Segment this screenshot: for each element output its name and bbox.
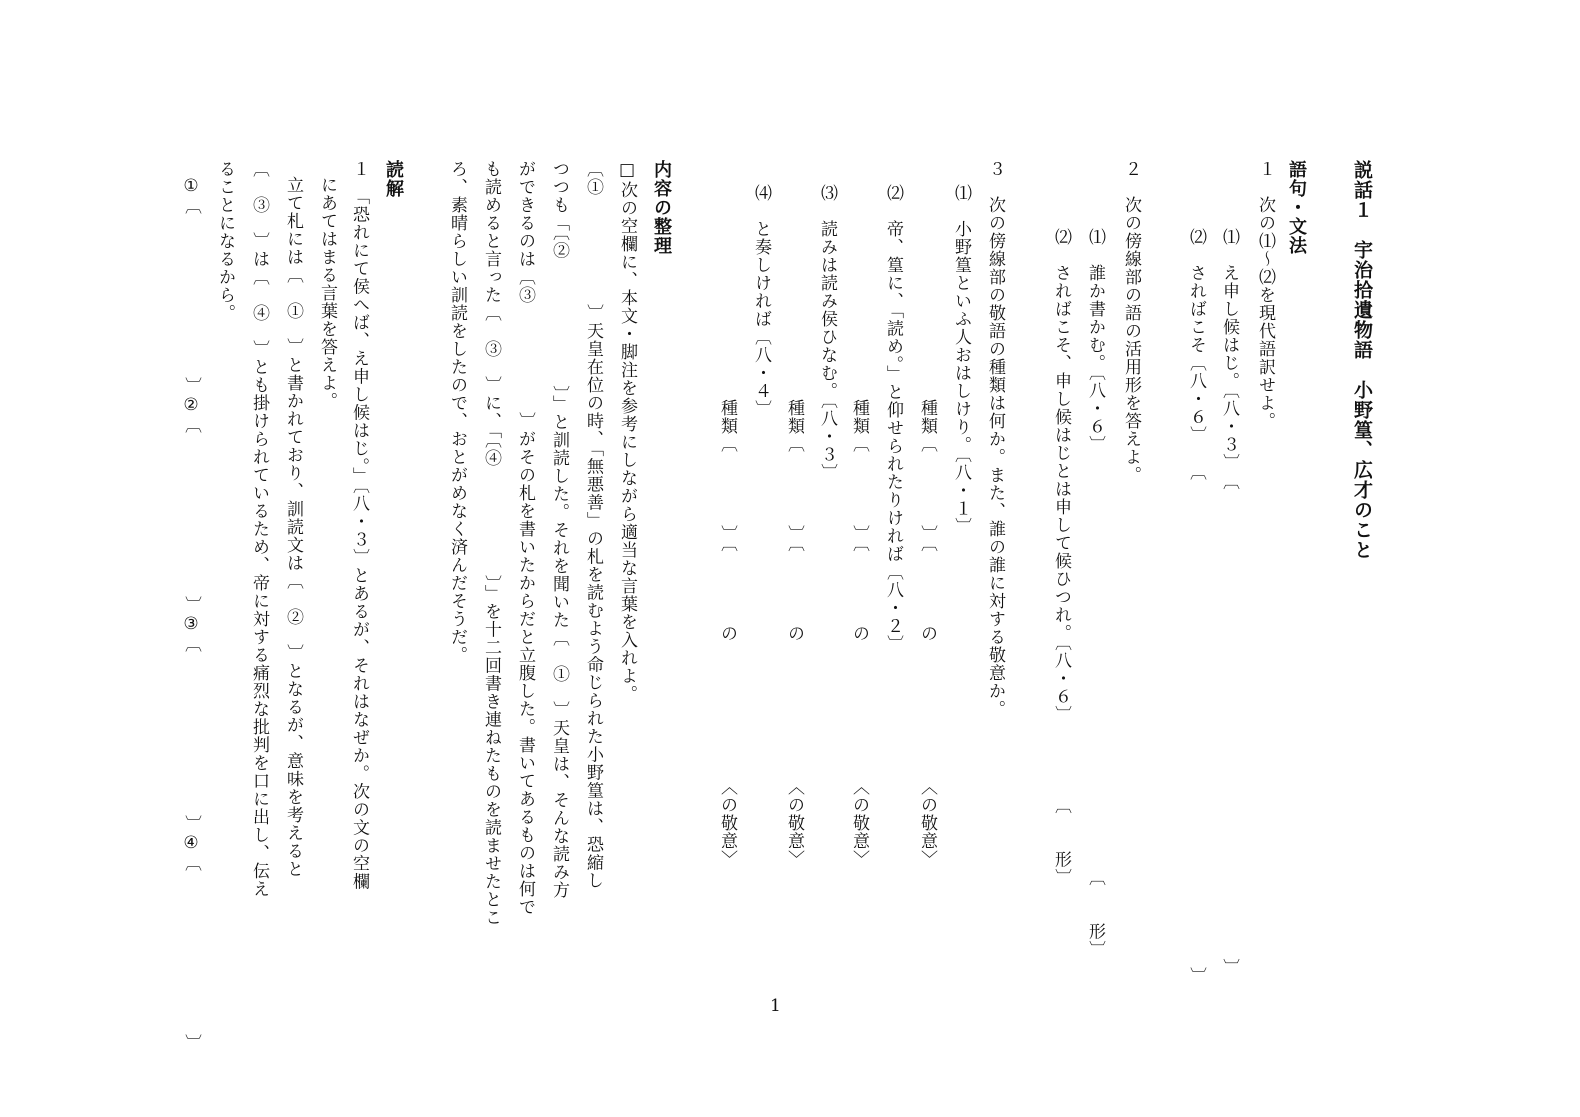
question-2-item-2: ⑵ さればこそ、申し候はじとは申して候ひつれ。〔八・６〕 〔 形〕	[1051, 228, 1071, 887]
answer-blanks: ①〔 〕②〔 〕③〔 〕④〔 〕	[181, 176, 201, 1052]
question-2: ２ 次の傍線部の語の活用形を答えよ。	[1121, 160, 1141, 484]
section-heading-vocab-grammar: 語句・文法	[1286, 160, 1307, 255]
question-1-item-2: ⑵ さればこそ〔八・６〕 〔 〕	[1186, 228, 1206, 985]
reading-question-1: １ 「恐れにて侯へば、え申し候はじ。」〔八・３〕とあるが、それはなぜか。次の文の空欄	[349, 160, 369, 891]
content-paragraph-line-4: も読めると言った〔 ③ 〕に、「〔④ 〕」を十二回書き連ねたものを読ませたとこ	[481, 160, 501, 927]
question-3: ３ 次の傍線部の敬語の種類は何か。また、誰の誰に対する敬意か。	[985, 160, 1005, 718]
question-2-item-1: ⑴ 誰か書かむ。〔八・６〕 〔 形〕	[1085, 228, 1105, 959]
question-3-item-1-answer: 種類〔 〕〔 の 〈の敬意〉	[917, 399, 937, 868]
content-paragraph-line-3: ができるのは〔③ 〕がその札を書いたからだと立腹した。書いてあるものは何で	[515, 160, 535, 916]
question-1: １ 次の⑴～⑵を現代語訳せよ。	[1255, 160, 1275, 430]
content-paragraph-line-5: ろ、素晴らしい訓読をしたので、おとがめなく済んだそうだ。	[447, 160, 467, 664]
question-3-item-2: ⑵ 帝、篁に、「読め。」と仰せられたりければ〔八・２〕	[883, 184, 903, 653]
reading-passage-line-3: ることになるから。	[215, 160, 235, 322]
content-paragraph-line-1: 〔① 〕天皇在位の時、「無悪善」の札を読むよう命じられた小野篁は、恐縮し	[583, 160, 603, 890]
reading-question-1-cont: にあてはまる言葉を答えよ。	[317, 176, 337, 410]
content-paragraph-line-2: つつも「〔② 〕」と訓読した。それを聞いた〔 ① 〕天皇は、そんな読み方	[549, 160, 569, 899]
question-3-item-4-answer: 種類〔 〕〔 の 〈の敬意〉	[717, 399, 737, 868]
reading-passage-line-1: 立て札には〔 ① 〕と書かれており、訓読文は〔 ② 〕となるが、意味を考えると	[283, 176, 303, 878]
reading-passage-line-2: 〔 ③ 〕は〔 ④ 〕とも掛けられているため、帝に対する痛烈な批判を口に出し、伝え	[249, 160, 269, 898]
page-title: 説話１ 宇治拾遺物語 小野篁、広才のこと	[1351, 160, 1373, 560]
section-heading-content: 内容の整理	[651, 160, 672, 255]
question-1-item-1: ⑴ え申し候はじ。〔八・３〕 〔 〕	[1219, 228, 1239, 977]
content-instruction: □次の空欄に、本文・脚注を参考にしながら適当な言葉を入れよ。	[617, 160, 637, 703]
question-3-item-4: ⑷ と奏しければ〔八・４〕	[751, 184, 771, 418]
page-number: 1	[770, 996, 781, 1016]
question-3-item-1: ⑴ 小野篁といふ人おはしけり。〔八・１〕	[951, 184, 971, 536]
question-3-item-3-answer: 種類〔 〕〔 の 〈の敬意〉	[784, 399, 804, 868]
section-heading-reading: 読解	[383, 160, 404, 198]
question-3-item-2-answer: 種類〔 〕〔 の 〈の敬意〉	[849, 399, 869, 868]
question-3-item-3: ⑶ 読みは読み侯ひなむ。〔八・３〕	[817, 184, 837, 482]
